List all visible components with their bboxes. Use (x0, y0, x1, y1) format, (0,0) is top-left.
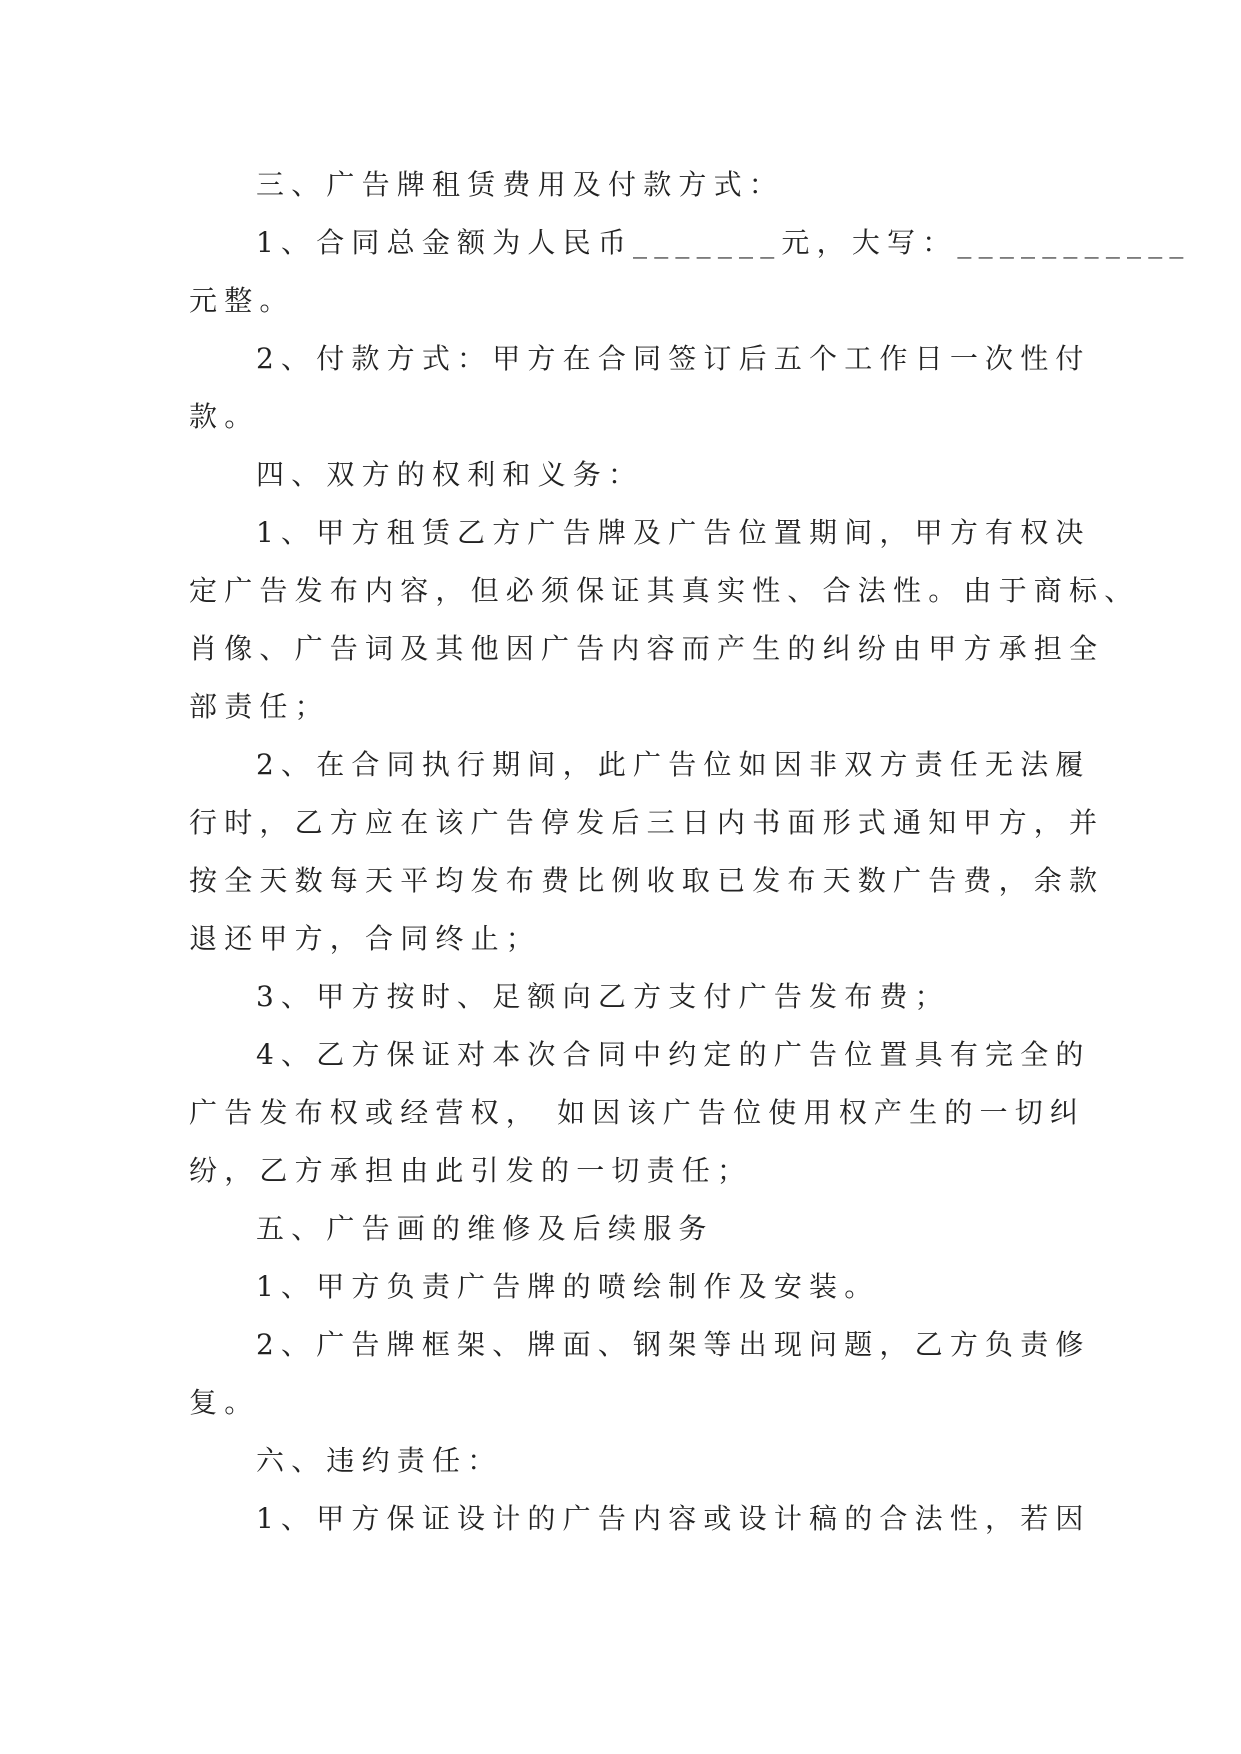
clause-4-2-cont-3: 退还甲方，合同终止； (189, 922, 542, 955)
clause-4-4-cont-1: 广告发布权或经营权， 如因该广告位使用权产生的一切纠 (189, 1096, 1086, 1129)
section-5-heading: 五、广告画的维修及后续服务 (256, 1212, 714, 1245)
clause-6-1: 1、甲方保证设计的广告内容或设计稿的合法性，若因 (256, 1502, 1091, 1535)
clause-4-4-cont-2: 纷，乙方承担由此引发的一切责任； (189, 1154, 753, 1187)
clause-4-2-cont-1: 行时，乙方应在该广告停发后三日内书面形式通知甲方，并 (189, 806, 1105, 839)
clause-5-1: 1、甲方负责广告牌的喷绘制作及安装。 (256, 1270, 880, 1303)
section-3-heading: 三、广告牌租赁费用及付款方式： (256, 168, 785, 201)
clause-5-2: 2、广告牌框架、牌面、钢架等出现问题，乙方负责修 (256, 1328, 1091, 1361)
clause-4-1-cont-1: 定广告发布内容，但必须保证其真实性、合法性。由于商标、 (189, 574, 1140, 607)
clause-4-3: 3、甲方按时、足额向乙方支付广告发布费； (256, 980, 950, 1013)
clause-3-1-cont: 元整。 (189, 284, 295, 317)
clause-3-1: 1、合同总金额为人民币_______元，大写：___________ (256, 226, 1191, 259)
clause-3-2-cont: 款。 (189, 400, 260, 433)
clause-4-1-cont-3: 部责任； (189, 690, 330, 723)
section-6-heading: 六、违约责任： (256, 1444, 503, 1477)
section-4-heading: 四、双方的权利和义务： (256, 458, 644, 491)
clause-4-2-cont-2: 按全天数每天平均发布费比例收取已发布天数广告费，余款 (189, 864, 1105, 897)
clause-4-2: 2、在合同执行期间，此广告位如因非双方责任无法履 (256, 748, 1091, 781)
clause-5-2-cont: 复。 (189, 1386, 260, 1419)
clause-4-1: 1、甲方租赁乙方广告牌及广告位置期间，甲方有权决 (256, 516, 1091, 549)
clause-3-2: 2、付款方式：甲方在合同签订后五个工作日一次性付 (256, 342, 1091, 375)
clause-4-1-cont-2: 肖像、广告词及其他因广告内容而产生的纠纷由甲方承担全 (189, 632, 1105, 665)
clause-4-4: 4、乙方保证对本次合同中约定的广告位置具有完全的 (256, 1038, 1091, 1071)
